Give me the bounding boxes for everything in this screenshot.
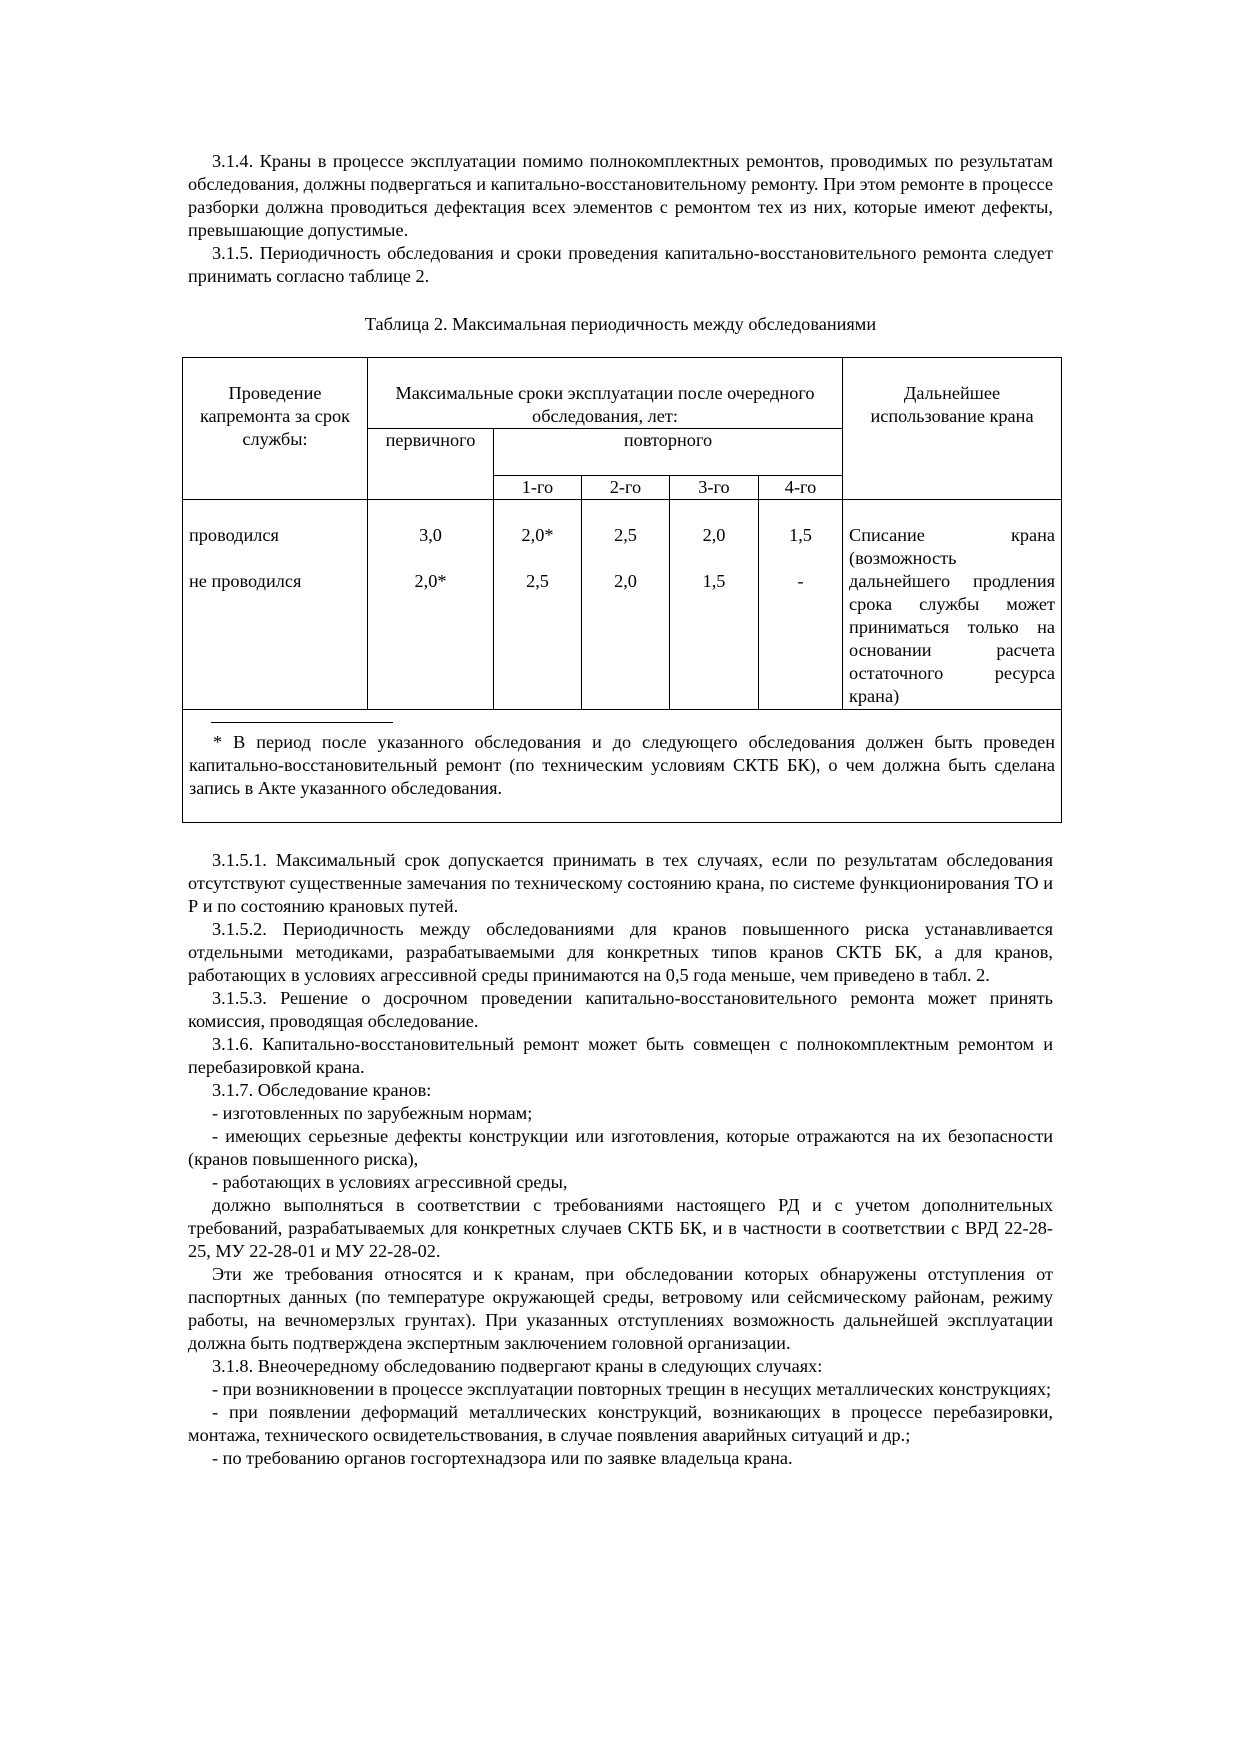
footnote-text: * В период после указанного обследования и до следующего обследования должен быть проведен капитально-восстановительный ремонт (по техническим условиям СКТБ БК), о чем должна быть сделана запись в Акте указанного обследования. — [189, 731, 1056, 798]
footnote-rule — [211, 722, 393, 723]
row-label-not-done: не проводился — [183, 547, 368, 710]
header-sub-3: 3-го — [670, 475, 759, 499]
paragraph-3-1-7: 3.1.7. Обследование кранов: — [212, 1079, 432, 1100]
cell-done-first: 3,0 — [368, 499, 494, 547]
cell-further-use: Списание крана (возможность дальнейшего продления срока службы может приниматься только на основании расчета остаточного ресурса крана) — [843, 499, 1062, 709]
paragraph-3-1-5: 3.1.5. Периодичность обследования и сроки проведения капитально-восстановительного ремонта следует принимать согласно таблице 2. — [188, 243, 1053, 286]
paragraph-3-1-5-1: 3.1.5.1. Максимальный срок допускается принимать в тех случаях, если по результатам обследования отсутствуют существенные замечания по техническому состоянию крана, по системе функционирования ТО и Р и по состоянию крановых путей. — [188, 849, 1053, 916]
header-further-use: Дальнейшее использование крана — [843, 358, 1062, 500]
footnote-cell — [183, 709, 1062, 822]
header-sub-4: 4-го — [784, 476, 817, 497]
table-caption: Таблица 2. Максимальная периодичность между обследованиями — [364, 314, 877, 334]
paragraph-requirements: должно выполняться в соответствии с требованиями настоящего РД и с учетом дополнительных требований, разрабатываемых для конкретных случаев СКТБ БК, и в частности в соответствии с ВРД 22-28-25, МУ 22-28-01 и МУ 22-28-02. — [188, 1194, 1053, 1261]
header-first: первичного — [368, 429, 494, 476]
paragraph-3-1-6: 3.1.6. Капитально-восстановительный ремонт может быть совмещен с полнокомплектным ремонтом и перебазировкой крана. — [188, 1033, 1053, 1077]
cell-done-3: 2,0 — [670, 499, 759, 547]
list-item: - при возникновении в процессе эксплуатации повторных трещин в несущих металлических конструкциях; — [212, 1378, 1052, 1399]
paragraph-3-1-5-2: 3.1.5.2. Периодичность между обследованиями для кранов повышенного риска устанавливается отдельными методиками, разрабатываемыми для конкретных типов кранов СКТБ БК, а для кранов, работающих в условиях агрессивной среды принимаются на 0,5 года меньше, чем приведено в табл. 2. — [188, 918, 1053, 985]
header-capital-repair: Проведение капремонта за срок службы: — [183, 358, 368, 500]
paragraph-3-1-4: 3.1.4. Краны в процессе эксплуатации помимо полнокомплектных ремонтов, проводимых по результатам обследования, должны подвергаться и капитально-восстановительному ремонту. При этом ремонте в процессе разборки должна проводиться дефектация всех элементов с ремонтом тех из них, которые имеют дефекты, превышающие допустимые. — [188, 151, 1053, 240]
header-first-spacer — [368, 475, 494, 499]
body-text — [188, 849, 1053, 1470]
cell-done-4: 1,5 — [759, 499, 843, 547]
periodicity-table — [182, 357, 1062, 823]
list-item: - по требованию органов госгортехнадзора или по заявке владельца крана. — [212, 1447, 793, 1468]
cell-notdone-first: 2,0* — [368, 547, 494, 710]
list-item: - изготовленных по зарубежным нормам; — [212, 1102, 533, 1123]
list-item: - имеющих серьезные дефекты конструкции или изготовления, которые отражаются на их безопасности (кранов повышенного риска), — [188, 1125, 1053, 1169]
list-item: - работающих в условиях агрессивной среды, — [212, 1171, 568, 1192]
cell-notdone-1: 2,5 — [494, 547, 582, 710]
paragraph-deviations: Эти же требования относятся и к кранам, при обследовании которых обнаружены отступления от паспортных данных (по температуре окружающей среды, ветровому или сейсмическому районам, режиму работы, на вечномерзлых грунтах). При указанных отступлениях возможность дальнейшей эксплуатации должна быть подтверждена экспертным заключением головной организации. — [188, 1263, 1053, 1353]
list-item: - при появлении деформаций металлических конструкций, возникающих в процессе перебазировки, монтажа, технического освидетельствования, в случае появления аварийных ситуаций и др.; — [188, 1401, 1053, 1445]
cell-notdone-2: 2,0 — [582, 547, 670, 710]
header-sub-1: 1-го — [494, 475, 582, 499]
header-max-terms: Максимальные сроки эксплуатации после очередного обследования, лет: — [368, 358, 843, 429]
cell-notdone-3: 1,5 — [670, 547, 759, 710]
cell-done-2: 2,5 — [582, 499, 670, 547]
document-page — [188, 150, 1056, 1470]
paragraph-3-1-5-3: 3.1.5.3. Решение о досрочном проведении капитально-восстановительного ремонта может принять комиссия, проводящая обследование. — [188, 987, 1053, 1031]
header-sub-2: 2-го — [582, 475, 670, 499]
paragraph-3-1-8: 3.1.8. Внеочередному обследованию подвергают краны в следующих случаях: — [212, 1355, 823, 1376]
cell-notdone-4: - — [759, 547, 843, 710]
cell-done-1: 2,0* — [494, 499, 582, 547]
row-label-done: проводился — [183, 499, 368, 547]
header-repeat: повторного — [494, 429, 843, 476]
